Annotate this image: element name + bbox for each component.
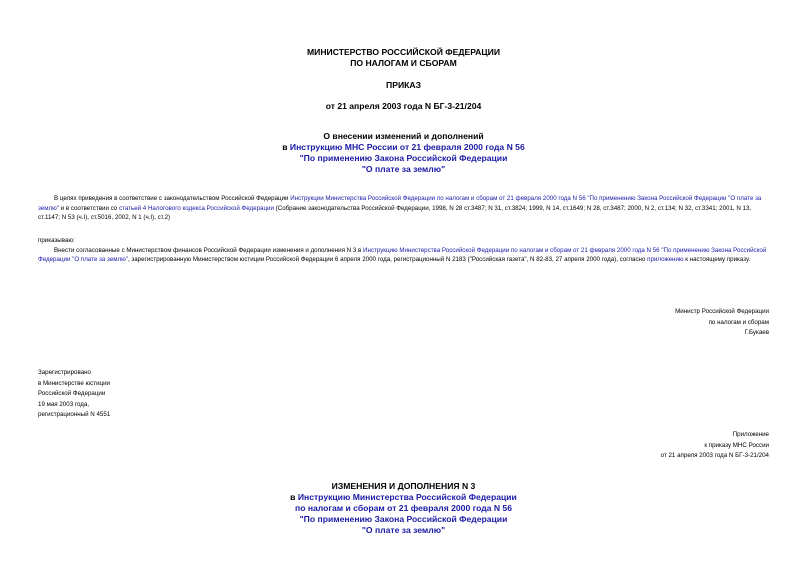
order-text-2: , зарегистрированную Министерством юстиции Российской Федерации 6 апреля 2000 года, регистрационный N 2183 ("Российская газета", N 82-83, 27 апреля 2000 года), согласно: [127, 256, 648, 263]
registration-line5: регистрационный N 4551: [38, 411, 111, 418]
document-type: ПРИКАЗ: [386, 80, 421, 90]
changes-heading: [0, 481, 807, 536]
changes-title: ИЗМЕНЕНИЯ И ДОПОЛНЕНИЯ N 3: [331, 481, 476, 491]
instruction-reference-link[interactable]: Инструкции Министерства Российской Федерации по налогам и сборам от 21 февраля 2000 года N 56 "По применению Закона Российской Федерации "О плате за землю": [38, 195, 762, 212]
changes-instruction-link[interactable]: Инструкцию Министерства Российской Федерации: [297, 492, 517, 502]
changes-instruction-link-4[interactable]: "О плате за землю": [361, 525, 446, 535]
changes-prefix: в: [290, 492, 298, 502]
registration-line3: Российской Федерации: [38, 390, 106, 397]
registration-line2: в Министерстве юстиции: [38, 379, 111, 387]
appendix-line2: к приказу МНС России: [704, 441, 769, 449]
document-header: [0, 47, 807, 69]
changes-instruction-link-3[interactable]: "По применению Закона Российской Федерации: [299, 514, 508, 524]
order-text-3: к настоящему приказу.: [683, 256, 751, 263]
appendix-line3: от 21 апреля 2003 года N БГ-3-21/204: [660, 452, 769, 459]
tax-code-article-link[interactable]: статьей 4 Налогового кодекса Российской Федерации: [118, 204, 274, 212]
appendix-block: [661, 430, 769, 462]
intro-text-1: В целях приведения в соответствие с законодательством Российской Федерации: [54, 195, 291, 202]
ministry-name-line2: ПО НАЛОГАМ И СБОРАМ: [350, 58, 457, 68]
changes-instruction-link-2[interactable]: по налогам и сборам от 21 февраля 2000 года N 56: [295, 503, 512, 513]
subject-prefix: в: [282, 142, 290, 152]
intro-paragraph: [38, 194, 773, 223]
registration-block: [38, 368, 110, 421]
intro-text-2: и в соответствии со: [58, 204, 119, 212]
document-subject: [0, 131, 807, 175]
order-section: [38, 236, 773, 265]
instruction-title-link[interactable]: "По применению Закона Российской Федерации: [299, 153, 508, 163]
ministry-name-line1: МИНИСТЕРСТВО РОССИЙСКОЙ ФЕДЕРАЦИИ: [306, 47, 501, 57]
instruction-link[interactable]: Инструкцию МНС России от 21 февраля 2000 года N 56: [289, 142, 525, 152]
appendix-line1: Приложение: [732, 431, 769, 438]
order-text-1: Внести согласованные с Министерством финансов Российской Федерации изменения и дополнения N 3 в: [54, 246, 364, 254]
signature-line1: Министр Российской Федерации: [675, 308, 769, 315]
signature-block: [675, 307, 769, 339]
subject-line1: О внесении изменений и дополнений: [323, 131, 484, 141]
registration-line4: 19 мая 2003 года,: [38, 400, 90, 408]
registration-line1: Зарегистрировано: [38, 369, 91, 376]
order-label: приказываю:: [38, 237, 75, 244]
changes-line2: [0, 492, 807, 503]
order-instruction-link[interactable]: Инструкцию Министерства Российской Федерации по налогам и сборам от 21 февраля 2000 года N 56 "По применению Закона Российской Федерации "О плате за землю": [38, 246, 767, 263]
instruction-title-link-2[interactable]: "О плате за землю": [361, 164, 446, 174]
signature-line2: по налогам и сборам: [708, 318, 769, 326]
subject-line2: [0, 142, 807, 153]
document-date: от 21 апреля 2003 года N БГ-3-21/204: [325, 101, 482, 111]
signatory-name: Г.Букаев: [744, 329, 769, 336]
appendix-link[interactable]: приложению: [647, 256, 684, 263]
intro-text-3: (Собрание законодательства Российской Федерации, 1998, N 28 ст.3487; N 31, ст.3824; 1999, N 14, ст.1649; N 28, ст.3487; 2000, N 2, ст.134; N 32, ст.3341; 2001, N 13, ст.1147; N 53 (ч.I), ст.5016, 2002, N 1 (ч.I), ст.2): [38, 204, 752, 221]
